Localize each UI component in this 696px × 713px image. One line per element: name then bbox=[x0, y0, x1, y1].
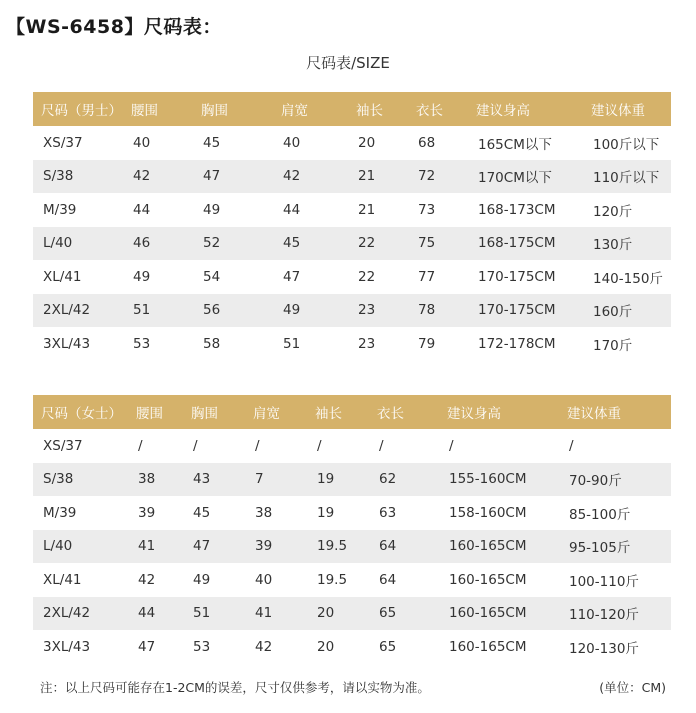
table-cell: 160-165CM bbox=[439, 597, 559, 631]
table-cell: 49 bbox=[133, 268, 151, 285]
table-cell: 45 bbox=[273, 227, 348, 261]
table-cell: 56 bbox=[193, 294, 273, 328]
table-cell: 42 bbox=[123, 160, 193, 194]
table-cell: 47 bbox=[183, 530, 245, 564]
women-header-cell: 建议身高 bbox=[439, 395, 559, 429]
table-cell: M/39 bbox=[43, 201, 77, 218]
table-cell: 140-150斤 bbox=[593, 270, 663, 287]
table-cell: 3XL/43 bbox=[43, 335, 91, 352]
table-row bbox=[33, 630, 671, 664]
women-header-cell: 尺码（女士） bbox=[33, 395, 128, 429]
table-cell: 47 bbox=[138, 638, 156, 655]
table-cell: 85-100斤 bbox=[569, 506, 631, 523]
men-size-table bbox=[33, 92, 671, 361]
women-header-cell: 胸围 bbox=[183, 395, 245, 429]
table-cell: 64 bbox=[379, 571, 397, 588]
table-cell: 77 bbox=[418, 268, 436, 285]
table-cell: / bbox=[569, 437, 574, 454]
table-cell: M/39 bbox=[43, 504, 77, 521]
table-cell: 41 bbox=[245, 597, 307, 631]
table-cell: 160-165CM bbox=[449, 571, 527, 588]
table-cell: 170斤 bbox=[593, 337, 633, 354]
table-cell: 49 bbox=[193, 571, 211, 588]
table-cell: 47 bbox=[193, 160, 273, 194]
table-cell: 170CM以下 bbox=[468, 160, 583, 194]
table-cell: L/40 bbox=[33, 227, 123, 261]
unit-label: (单位：CM) bbox=[599, 680, 666, 695]
table-cell: 40 bbox=[255, 571, 273, 588]
table-cell: 21 bbox=[348, 160, 408, 194]
table-cell: 22 bbox=[358, 268, 376, 285]
table-cell: / bbox=[449, 437, 454, 454]
table-cell: 168-175CM bbox=[468, 227, 583, 261]
table-cell: 72 bbox=[408, 160, 468, 194]
table-cell: 155-160CM bbox=[439, 463, 559, 497]
table-cell: 43 bbox=[183, 463, 245, 497]
table-cell: 22 bbox=[348, 227, 408, 261]
men-header-cell: 建议体重 bbox=[583, 92, 671, 126]
table-cell: 51 bbox=[183, 597, 245, 631]
table-cell: 64 bbox=[369, 530, 439, 564]
table-cell: 45 bbox=[193, 504, 211, 521]
table-cell: 170-175CM bbox=[478, 268, 556, 285]
women-header-cell: 袖长 bbox=[307, 395, 369, 429]
table-cell: 95-105斤 bbox=[559, 530, 671, 564]
table-cell: 39 bbox=[245, 530, 307, 564]
table-cell: 160-165CM bbox=[439, 530, 559, 564]
table-cell: / bbox=[193, 437, 198, 454]
table-row bbox=[33, 463, 671, 497]
table-cell: 7 bbox=[245, 463, 307, 497]
table-cell: 53 bbox=[133, 335, 151, 352]
table-cell: 75 bbox=[408, 227, 468, 261]
women-header-cell: 衣长 bbox=[369, 395, 439, 429]
table-cell: 42 bbox=[255, 638, 273, 655]
table-cell: 51 bbox=[283, 335, 301, 352]
table-cell: 168-173CM bbox=[478, 201, 556, 218]
table-row bbox=[33, 227, 671, 261]
women-header-cell: 腰围 bbox=[128, 395, 183, 429]
table-cell: 39 bbox=[138, 504, 156, 521]
table-cell: 47 bbox=[283, 268, 301, 285]
women-header-cell: 建议体重 bbox=[559, 395, 671, 429]
table-cell: 19.5 bbox=[307, 530, 369, 564]
table-cell: 44 bbox=[128, 597, 183, 631]
table-cell: 52 bbox=[193, 227, 273, 261]
table-cell: 70-90斤 bbox=[559, 463, 671, 497]
table-cell: / bbox=[379, 437, 384, 454]
table-cell: 110斤以下 bbox=[583, 160, 671, 194]
table-row bbox=[33, 193, 671, 227]
table-cell: 42 bbox=[138, 571, 156, 588]
women-table-header bbox=[33, 395, 671, 429]
table-cell: 63 bbox=[379, 504, 397, 521]
table-cell: 44 bbox=[283, 201, 301, 218]
men-header-cell: 胸围 bbox=[193, 92, 273, 126]
table-cell: 110-120斤 bbox=[559, 597, 671, 631]
table-cell: 21 bbox=[358, 201, 376, 218]
table-row bbox=[33, 260, 671, 294]
men-header-cell: 尺码（男士） bbox=[33, 92, 123, 126]
table-cell: XS/37 bbox=[43, 437, 83, 454]
table-cell: XS/37 bbox=[43, 134, 83, 151]
table-row bbox=[33, 530, 671, 564]
page-title: 【WS-6458】尺码表： bbox=[6, 16, 222, 38]
table-row bbox=[33, 563, 671, 597]
table-cell: 45 bbox=[203, 134, 221, 151]
men-header-cell: 腰围 bbox=[123, 92, 193, 126]
table-cell: / bbox=[255, 437, 260, 454]
table-cell: 46 bbox=[123, 227, 193, 261]
table-cell: 130斤 bbox=[583, 227, 671, 261]
table-cell: 40 bbox=[283, 134, 301, 151]
table-cell: 160斤 bbox=[583, 294, 671, 328]
table-cell: 3XL/43 bbox=[43, 638, 91, 655]
table-row bbox=[33, 327, 671, 361]
table-row bbox=[33, 429, 671, 463]
table-cell: 38 bbox=[255, 504, 273, 521]
men-header-cell: 建议身高 bbox=[468, 92, 583, 126]
table-cell: 38 bbox=[128, 463, 183, 497]
table-cell: 20 bbox=[317, 638, 335, 655]
table-cell: 54 bbox=[203, 268, 221, 285]
table-row bbox=[33, 294, 671, 328]
table-cell: 20 bbox=[358, 134, 376, 151]
table-cell: 158-160CM bbox=[449, 504, 527, 521]
table-row bbox=[33, 160, 671, 194]
table-cell: 41 bbox=[128, 530, 183, 564]
table-cell: 53 bbox=[193, 638, 211, 655]
table-cell: XL/41 bbox=[43, 268, 82, 285]
women-header-cell: 肩宽 bbox=[245, 395, 307, 429]
footer-note: 注：以上尺码可能存在1-2CM的误差，尺寸仅供参考，请以实物为准。 bbox=[40, 680, 430, 695]
table-cell: 160-165CM bbox=[449, 638, 527, 655]
table-cell: 68 bbox=[418, 134, 436, 151]
table-cell: 62 bbox=[369, 463, 439, 497]
table-cell: 172-178CM bbox=[478, 335, 556, 352]
table-cell: 2XL/42 bbox=[33, 597, 128, 631]
table-cell: 20 bbox=[307, 597, 369, 631]
table-cell: 19 bbox=[317, 504, 335, 521]
men-header-cell: 肩宽 bbox=[273, 92, 348, 126]
table-cell: 65 bbox=[369, 597, 439, 631]
men-header-cell: 衣长 bbox=[408, 92, 468, 126]
table-cell: 58 bbox=[203, 335, 221, 352]
table-cell: 42 bbox=[273, 160, 348, 194]
men-header-cell: 袖长 bbox=[348, 92, 408, 126]
table-cell: XL/41 bbox=[43, 571, 82, 588]
table-cell: 78 bbox=[408, 294, 468, 328]
table-cell: 49 bbox=[203, 201, 221, 218]
table-cell: 44 bbox=[133, 201, 151, 218]
table-cell: 19.5 bbox=[317, 571, 348, 588]
women-size-table bbox=[33, 395, 671, 664]
table-cell: / bbox=[138, 437, 143, 454]
table-cell: 49 bbox=[273, 294, 348, 328]
table-cell: 165CM以下 bbox=[478, 136, 552, 153]
table-cell: 2XL/42 bbox=[33, 294, 123, 328]
table-cell: 51 bbox=[123, 294, 193, 328]
table-cell: 19 bbox=[307, 463, 369, 497]
table-cell: 23 bbox=[348, 294, 408, 328]
table-cell: L/40 bbox=[33, 530, 128, 564]
table-cell: 40 bbox=[133, 134, 151, 151]
table-cell: 23 bbox=[358, 335, 376, 352]
table-cell: 100斤以下 bbox=[593, 136, 660, 153]
table-cell: 170-175CM bbox=[468, 294, 583, 328]
table-cell: 120-130斤 bbox=[569, 640, 639, 657]
table-cell: 73 bbox=[418, 201, 436, 218]
table-cell: 79 bbox=[418, 335, 436, 352]
table-cell: / bbox=[317, 437, 322, 454]
table-row bbox=[33, 597, 671, 631]
table-cell: S/38 bbox=[33, 463, 128, 497]
men-table-header bbox=[33, 92, 671, 126]
table-cell: S/38 bbox=[33, 160, 123, 194]
table-cell: 120斤 bbox=[593, 203, 633, 220]
table-cell: 65 bbox=[379, 638, 397, 655]
chart-subtitle: 尺码表/SIZE bbox=[306, 54, 390, 72]
table-cell: 100-110斤 bbox=[569, 573, 639, 590]
table-row bbox=[33, 126, 671, 160]
table-row bbox=[33, 496, 671, 530]
